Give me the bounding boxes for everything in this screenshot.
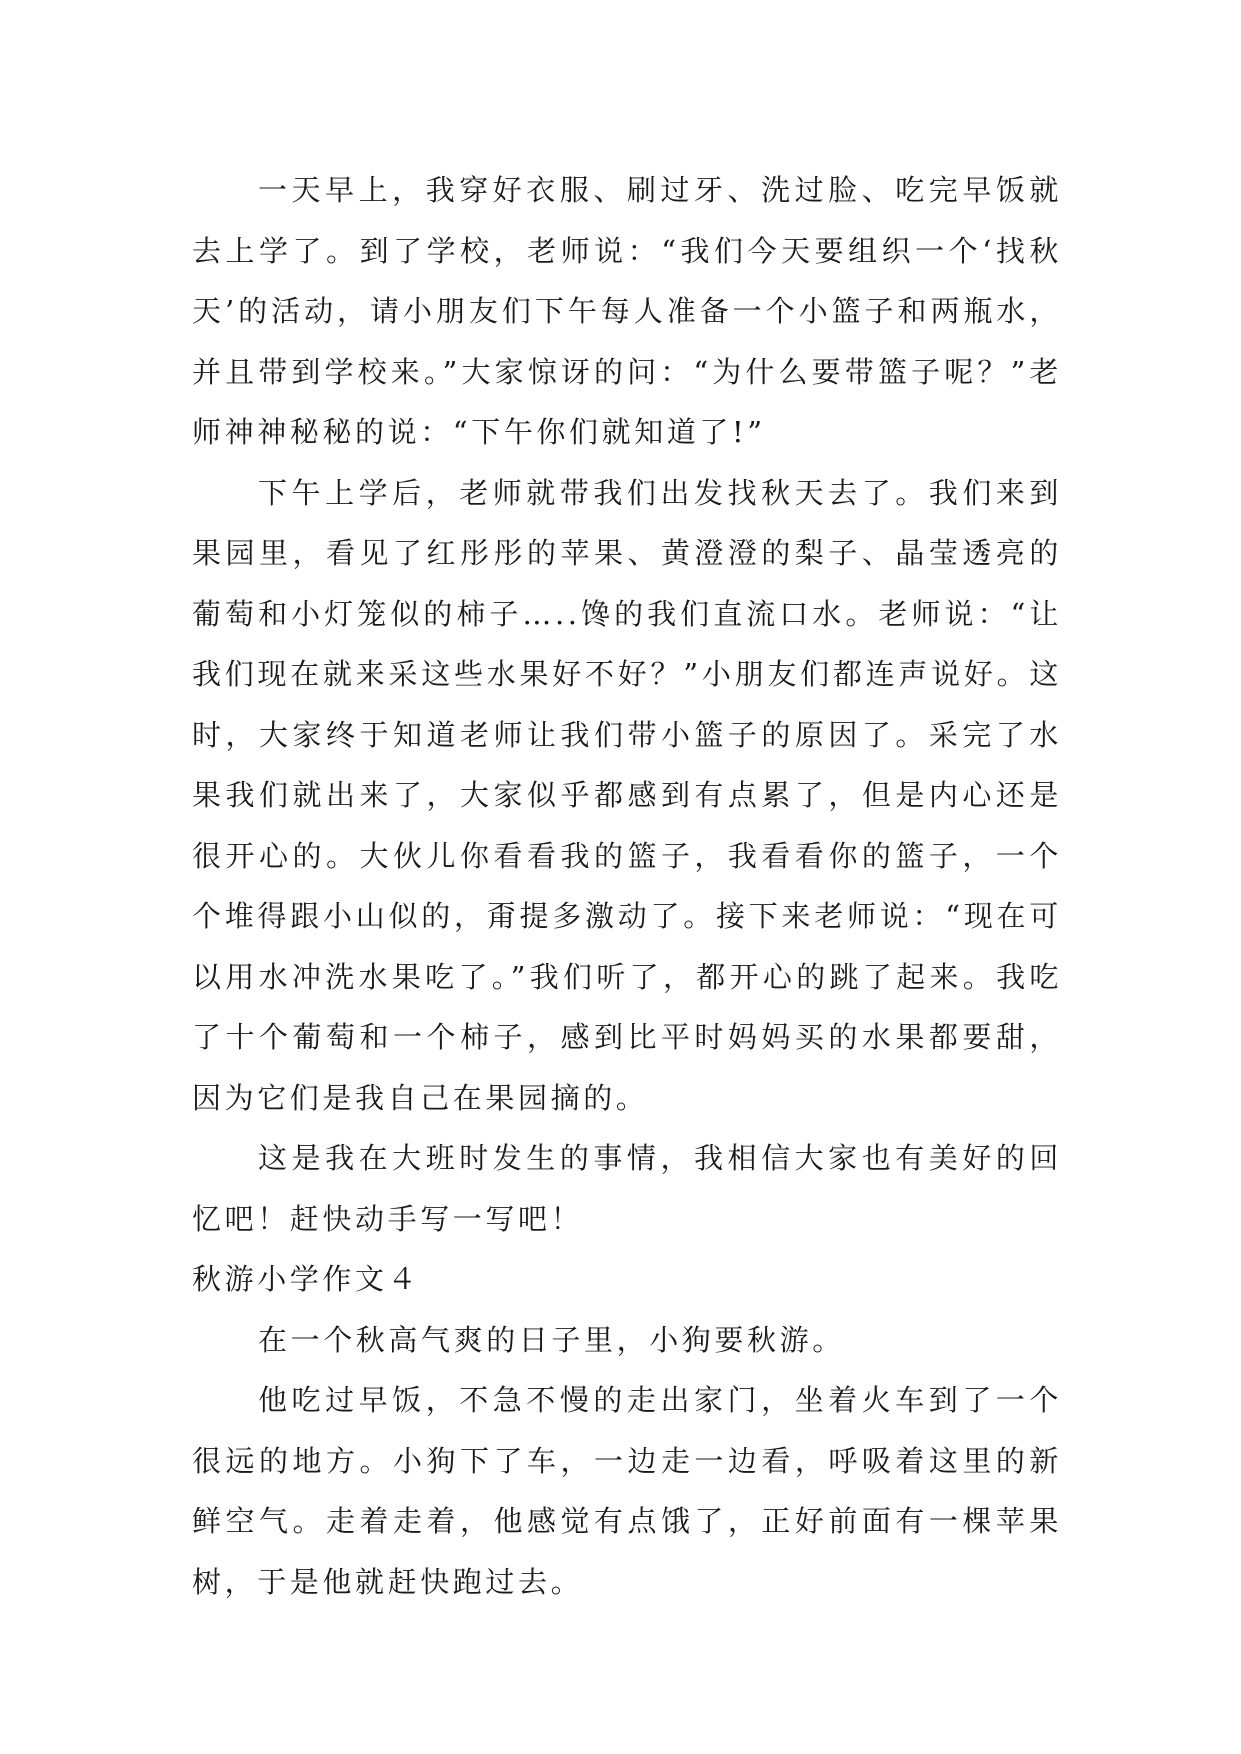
paragraph-orchard-trip: 下午上学后，老师就带我们出发找秋天去了。我们来到果园里，看见了红彤彤的苹果、黄澄澄的梨子、晶莹透亮的葡萄和小灯笼似的柿子…..馋的我们直流口水。老师说：“让我们现在就来采这些水果好不好？”小朋友们都连声说好。这时，大家终于知道老师让我们带小篮子的原因了。采完了水果我们就出来了，大家似乎都感到有点累了，但是内心还是很开心的。大伙儿你看看我的篮子，我看看你的篮子，一个个堆得跟小山似的，甭提多激动了。接下来老师说：“现在可以用水冲洗水果吃了。”我们听了，都开心的跳了起来。我吃了十个葡萄和一个柿子，感到比平时妈妈买的水果都要甜，因为它们是我自己在果园摘的。 (192, 475, 1062, 1115)
section-title: 秋游小学作文４ (192, 1262, 421, 1296)
paragraph-closing: 这是我在大班时发生的事情，我相信大家也有美好的回忆吧！赶快动手写一写吧！ (192, 1141, 1062, 1236)
paragraph-puppy-intro: 在一个秋高气爽的日子里，小狗要秋游。 (258, 1322, 845, 1357)
document-body (192, 160, 1062, 1612)
paragraph-puppy-journey: 他吃过早饭，不急不慢的走出家门，坐着火车到了一个很远的地方。小狗下了车，一边走一边看，呼吸着这里的新鲜空气。走着走着，他感觉有点饿了，正好前面有一棵苹果树，于是他就赶快跑过去。 (192, 1383, 1062, 1599)
paragraph-morning-school: 一天早上，我穿好衣服、刷过牙、洗过脸、吃完早饭就去上学了。到了学校，老师说：“我们今天要组织一个‘找秋天’的活动，请小朋友们下午每人准备一个小篮子和两瓶水，并且带到学校来。”大家惊讶的问：“为什么要带篮子呢？”老师神神秘秘的说：“下午你们就知道了!” (192, 173, 1062, 449)
